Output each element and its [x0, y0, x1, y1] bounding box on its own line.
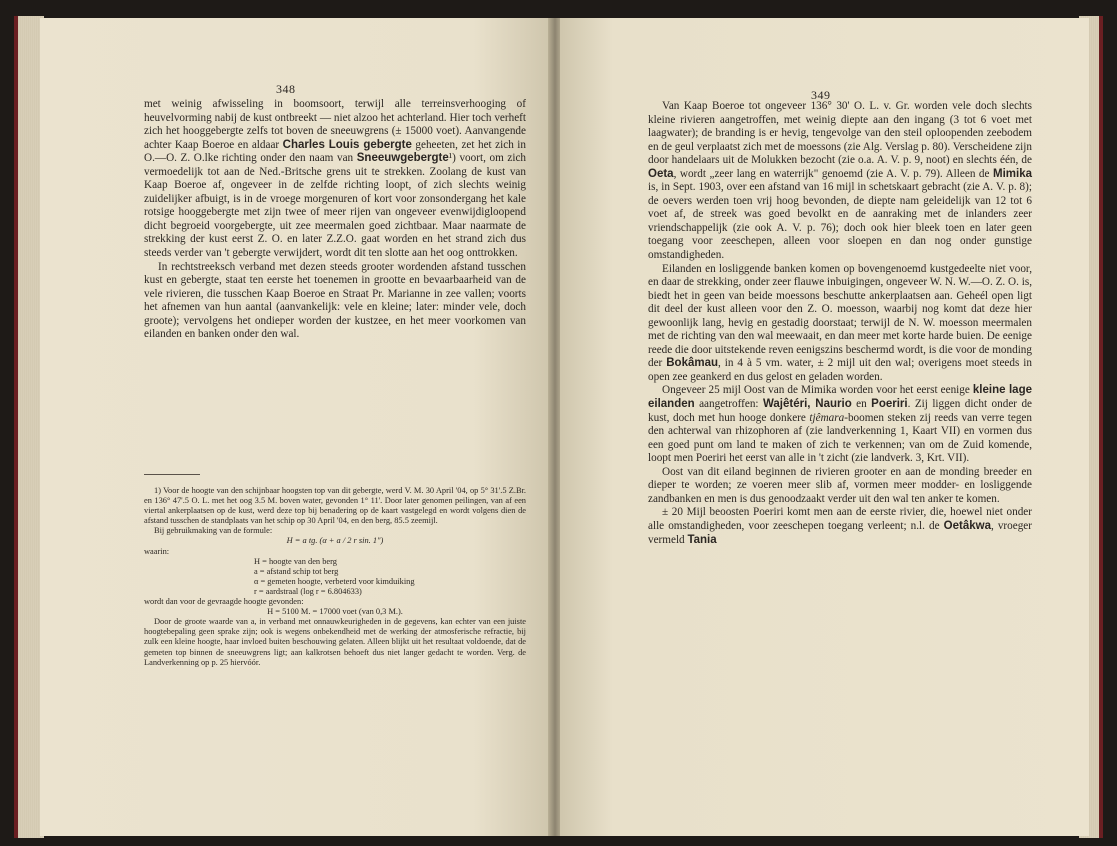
text-run: In rechtstreeksch verband met dezen steeds grooter wordenden afstand tusschen kust en gebergte, staat ten eerste het toenemen in grootte en bevaarbaarheid van de vele rivieren, die tusschen Kaap Boeroe en Straat Pr. Marianne in zee vallen; voorts het afnemen van hun aantal (aanvankelijk: vele en kleine; later: minder vele, doch groote); vervolgens het ondieper worden der kustzee, en het meer voorkomen van eilanden en banken onder den wal. — [144, 260, 526, 341]
bold-term: Oeta — [648, 167, 674, 180]
result-intro: wordt dan voor de gevraagde hoogte gevonden: — [144, 597, 304, 607]
bold-term: Charles Louis gebergte — [282, 138, 412, 151]
text-run: , in 4 à 5 vm. water, ± 2 mijl uit den wal; overigens moet steeds in open zee geankerd en dus gelost en geladen worden. — [648, 357, 1032, 383]
text-run: -boomen steken zij reeds van verre tegen den achterwal van rhizophoren af (zie landverkenning 1, Kaart VII) en vormen dus een goed punt om land te maken of zich te verkennen; van om de Zuid komende, loopt men Poeriri het eerst van alle in 't zicht (zie landverk. 3, Krt. VII). — [648, 411, 1032, 465]
definition-item: r = aardstraal (log r = 6.804633) — [254, 586, 362, 596]
definition-item: a = afstand schip tot berg — [254, 566, 339, 576]
paragraph — [648, 100, 1032, 263]
text-run: met weinig afwisseling in boomsoort, terwijl alle terreinsverhooging of heuvelvorming nabij de kust ontbreekt — niet alzoo het achterland. Hier toch verheft zich het hooggebergte zelfs tot boven de sneeuwgrens (± 15000 voet). Aanvangende achter Kaap Boeroe en aldaar — [144, 98, 526, 151]
right-body-text — [648, 100, 1032, 547]
definition-item: H = hoogte van den berg — [254, 556, 337, 566]
text-run: , wordt „zeer lang en waterrijk" genoemd (zie A. V. p. 79). Alleen de — [673, 167, 993, 180]
text-run: . Zij liggen dicht onder de kust, doch met hun hooge donkere — [648, 398, 1033, 424]
bold-term: Oetâkwa — [943, 519, 991, 532]
bold-term: Wajêtéri, Naurio — [762, 398, 852, 411]
definition-list — [254, 557, 526, 597]
bold-term: Mimika — [993, 167, 1032, 180]
left-page — [40, 18, 550, 836]
paragraph — [648, 263, 1032, 385]
formula-waarin: waarin: — [144, 546, 170, 556]
text-run: , vroeger vermeld — [648, 519, 1032, 546]
bold-term: Bokâmau — [666, 357, 719, 370]
footnote-closing: Door de groote waarde van a, in verband met onnauwkeurigheden in de gegevens, kan echter van een juiste hoogtebepaling geen sprake zijn; ook is wegens onbekendheid met de werking der atmosferische refractie, bij zulk een kleine hoogte, haar invloed buiten beschouwing gelaten. Alleen blijkt uit het resultaat voldoende, dat de gemeten top binnen de sneeuwgrens ligt; aan kalkrotsen behoeft dus niet langer gedacht te worden. Verg. de Landverkenning op p. 25 hiervóór. — [144, 617, 526, 667]
paragraph — [648, 506, 1032, 547]
bold-term: kleine lage eilanden — [648, 384, 1032, 411]
formula-intro: Bij gebruikmaking van de formule: — [154, 526, 273, 536]
italic-term: tjêmara — [809, 411, 845, 424]
result-line: H = 5100 M. = 17000 voet (van 0,3 M.). — [267, 607, 403, 617]
text-run: is, in Sept. 1903, over een afstand van 16 mijl in schetskaart gebracht (zie A. V. p. 8); de oevers werden toen vrij hoog bevonden, de diepte nam geleidelijk van 12 tot 6 voet af, de streek was goed bevolkt en de aanraking met de inlanders zeer vriendschappelijk (zie ook A. V. p. 76); doch ook hier bleek toen en later geen toegang voor zeeschepen, alleen voor sloepen en dan nog onder gunstige omstandigheden. — [648, 181, 1032, 262]
left-body-text — [144, 98, 526, 342]
definition-item: α = gemeten hoogte, verbeterd voor kimduiking — [254, 576, 415, 586]
text-run: Oost van dit eiland beginnen de rivieren grooter en aan de monding breeder en dieper te worden; ze voeren meer slib af, vormen meer modder- en losliggende zandbanken en men is dus genoodzaakt verder uit den wal ten anker te komen. — [648, 465, 1032, 505]
paragraph — [648, 466, 1032, 507]
paragraph — [144, 261, 526, 342]
page-number: 349 — [811, 88, 831, 102]
text-run: ± 20 Mijl beoosten Poeriri komt men aan de eerste rivier, die, hoewel niet onder alle omstandigheden, voor zeeschepen toegang verleent; n.l. de — [648, 506, 1032, 532]
footnotes — [144, 486, 526, 668]
text-run: Eilanden en losliggende banken komen op bovengenoemd kustgedeelte niet voor, en daar de strekking, onder zeer flauwe inbuigingen, ongeveer W. N. W.—O. Z. O. is, biedt het in geen van beide moessons beschutte ankerplaatsen aan. Geheél open ligt dit deel der kust alleen voor den Z. O. moesson, waarbij nog komt dat deze hier gewoonlijk lang, hevig en gestadig doorstaat; terwijl de N. W. moesson meermalen met de richting van den wal meewaait, en dan meer met korte harde buien. De eenige reede die door uitstekende reven eenigszins beschermd wordt, is die voor de monding der — [648, 262, 1032, 370]
bold-term: Sneeuwgebergte — [356, 152, 449, 165]
bold-term: Poeriri — [871, 398, 908, 411]
paragraph — [648, 384, 1032, 465]
footnote-rule — [144, 474, 200, 475]
text-run: ¹) voort, om zich vermoedelijk tot aan de Ned.-Britsche grens uit te strekken. Zoolang de kust van Kaap Boeroe af, ongeveer in de zelfde richting loopt, of zich slechts weinig zuidelijker afbuigt, is in de vroege morgenuren of kort voor zonsondergang het kale rotsige hooggebergte met zijn twee of meer rijen van ongeveer evenwijdigloopend dicht begroeid voorgebergte, uit zee meermalen goed zichtbaar. Maar naarmate de strekking der kust eerst Z. O. en later Z.Z.O. gaat worden en het strand zich dus steeds verder van 't gebergte verwijdert, wordt dit ten slotte aan het oog onttrokken. — [144, 152, 527, 260]
paragraph — [144, 98, 526, 261]
bold-term: Tania — [687, 533, 717, 546]
text-run: Van Kaap Boeroe tot ongeveer 136° 30' O. L. v. Gr. worden vele doch slechts kleine rivieren aangetroffen, met weinig diepte aan den ingang (3 tot 6 voet met laagwater); de branding is er hevig, tengevolge van den steil oploopenden zeebodem en de geul verplaatst zich met de moessons (zie Alg. Verslag p. 80). Verscheidene zijn door handelaars uit de Molukken bezocht (zie o.a. A. V. p. 9, noot) en slechts één, de — [648, 100, 1032, 167]
text-run: Ongeveer 25 mijl Oost van de Mimika worden voor het eerst eenige — [662, 384, 973, 397]
footnote-1: 1) Voor de hoogte van den schijnbaar hoogsten top van dit gebergte, werd V. M. 30 April '04, op 5° 31'.5 Z.Br. en 136° 47'.5 O. L. met het oog 3.5 M. boven water, gevonden 1° 11'. Door later genomen peilingen, van af een viertal ankerplaatsen op de kust, werd deze top bij benadering op de kaart vastgelegd en wordt volgens dien de afstand tusschen de standplaats van het schip op 30 April '04, en den berg, 85.5 zeemijl. — [144, 486, 526, 526]
text-run: aangetroffen: — [694, 398, 763, 411]
text-run: en — [851, 398, 872, 411]
formula: H = a tg. (α + a / 2 r sin. 1") — [286, 536, 384, 546]
text-run: geheeten, zet het zich in O.—O. Z. O.lke richting onder den naam van — [144, 138, 527, 165]
right-page — [560, 18, 1089, 836]
page-number: 348 — [276, 82, 296, 96]
